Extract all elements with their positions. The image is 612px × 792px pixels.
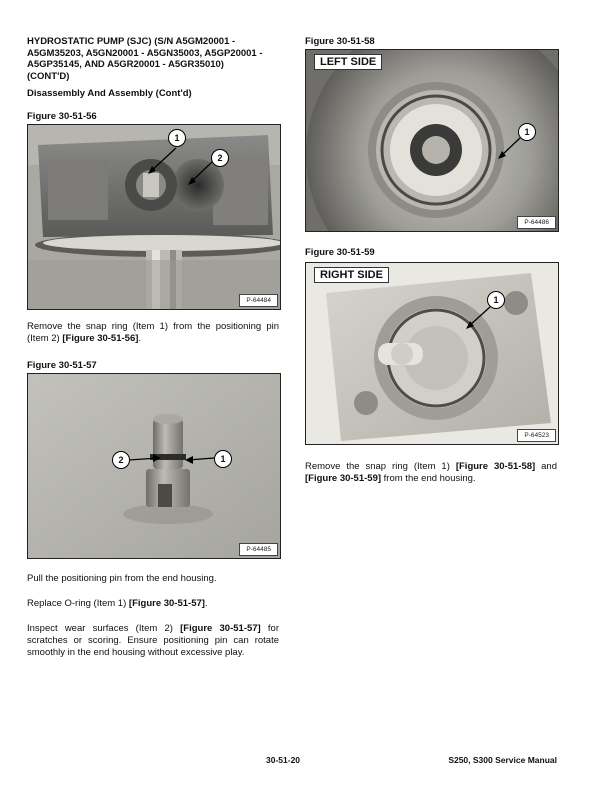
section-heading	[27, 36, 287, 82]
paragraph-replace-o-ring	[27, 598, 279, 610]
figure-photo-56	[27, 124, 281, 310]
figure-title-58: Figure 30-51-58	[305, 36, 375, 47]
callout-1: 1	[487, 291, 505, 309]
figure-reference: [Figure 30-51-56]	[62, 333, 139, 344]
callout-1: 1	[518, 123, 536, 141]
figure-photo-59	[305, 262, 559, 445]
paragraph-text: from the end housing.	[381, 473, 476, 484]
paragraph-text: Remove the snap ring (Item 1) from the positioning pin (Item 2)	[27, 321, 279, 344]
photo-number: P-64486	[517, 216, 556, 229]
figure-photo-58	[305, 49, 559, 232]
paragraph-text: Remove the snap ring (Item 1)	[305, 461, 456, 472]
page-number: 30-51-20	[266, 755, 301, 765]
callout-2: 2	[211, 149, 229, 167]
paragraph-remove-snap-ring-housing	[305, 461, 557, 485]
paragraph-text: Replace O-ring (Item 1)	[27, 598, 129, 609]
side-label: RIGHT SIDE	[314, 267, 389, 283]
positioning-pin-photo	[28, 374, 280, 558]
paragraph-pull-pin: Pull the positioning pin from the end housing.	[27, 573, 217, 584]
photo-number: P-64523	[517, 429, 556, 442]
figure-title-57: Figure 30-51-57	[27, 360, 97, 371]
subheading: Disassembly And Assembly (Cont'd)	[27, 88, 192, 99]
figure-reference: [Figure 30-51-58]	[455, 461, 536, 472]
pump-housing-photo	[28, 125, 280, 309]
figure-photo-57	[27, 373, 281, 559]
photo-number: P-64484	[239, 294, 278, 307]
section-heading-line: (CONT'D)	[27, 70, 70, 82]
paragraph-text: .	[138, 333, 142, 344]
figure-reference: [Figure 30-51-59]	[305, 473, 382, 484]
paragraph-text: Inspect wear surfaces (Item 2)	[27, 623, 181, 634]
photo-number: P-64485	[239, 543, 278, 556]
paragraph-text: for scratches or scoring. Ensure positioning pin can rotate smoothly in the end housing without excessive play.	[27, 623, 279, 658]
figure-title-59: Figure 30-51-59	[305, 247, 375, 258]
section-heading-line: A5GP35145, AND A5GR20001 - A5GR35010)	[27, 59, 224, 70]
figure-reference: [Figure 30-51-57]	[128, 598, 205, 609]
section-heading-line: A5GM35203, A5GN20001 - A5GN35003, A5GP20001 -	[27, 47, 263, 59]
section-heading-line: HYDROSTATIC PUMP (SJC) (S/N A5GM20001 -	[27, 36, 236, 47]
figure-reference: [Figure 30-51-57]	[180, 623, 261, 634]
manual-title: S250, S300 Service Manual	[448, 755, 557, 765]
callout-1: 1	[168, 129, 186, 147]
paragraph-inspect-wear	[27, 623, 279, 659]
paragraph-text: and	[535, 461, 557, 472]
callout-2: 2	[112, 451, 130, 469]
paragraph-remove-snap-ring	[27, 321, 279, 345]
paragraph-text: .	[204, 598, 208, 609]
right-side-housing-photo	[306, 263, 558, 444]
callout-1: 1	[214, 450, 232, 468]
left-side-housing-photo	[306, 50, 558, 231]
side-label: LEFT SIDE	[314, 54, 382, 70]
figure-title-56: Figure 30-51-56	[27, 111, 97, 122]
